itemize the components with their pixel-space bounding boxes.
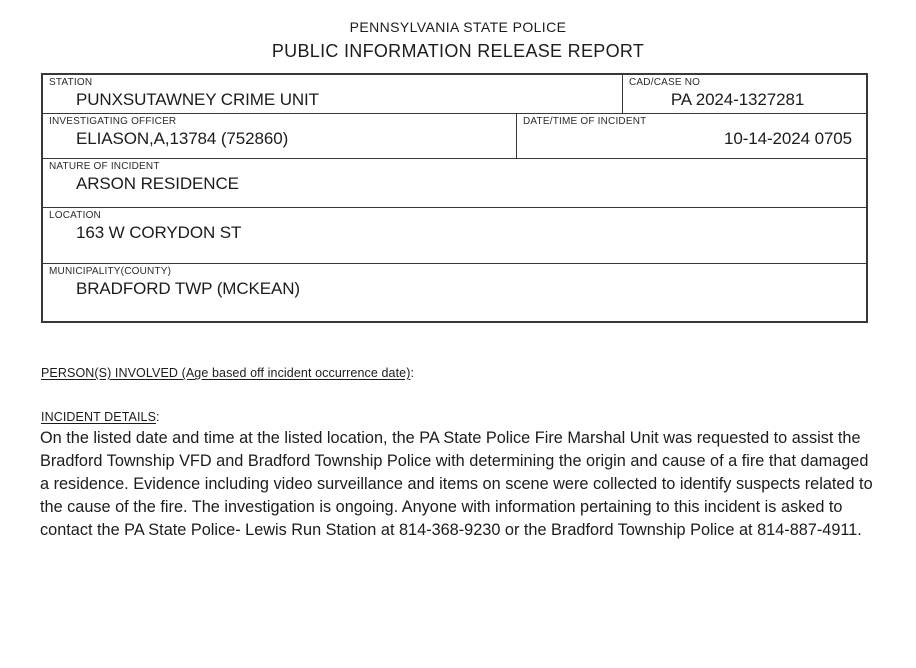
field-municipality-county-value: BRADFORD TWP (MCKEAN) <box>76 279 300 298</box>
field-location <box>43 208 866 263</box>
field-municipality-county <box>43 264 866 321</box>
field-nature-of-incident-label: NATURE OF INCIDENT <box>49 161 160 172</box>
incident-details-heading <box>41 410 160 424</box>
agency-name: PENNSYLVANIA STATE POLICE <box>349 19 567 35</box>
field-date-time-of-incident <box>516 114 866 158</box>
persons-involved-heading-colon: : <box>410 366 415 380</box>
incident-details-body: On the listed date and time at the listed location, the PA State Police Fire Marshal Unit was requested to assist the Bradford Township VFD and Bradford Township Police with determining the origin and cause of a fire that damaged a residence. Evidence including video surveillance and items on scene were collected to identify suspects related to the cause of the fire. The investigation is ongoing. Anyone with information pertaining to this incident is asked to contact the PA State Police- Lewis Run Station at 814-368-9230 or the Bradford Township Police at 814-887-4911. <box>40 429 873 539</box>
document-title: PUBLIC INFORMATION RELEASE REPORT <box>271 41 645 61</box>
field-station-value: PUNXSUTAWNEY CRIME UNIT <box>76 90 319 109</box>
field-location-label: LOCATION <box>49 210 101 221</box>
field-cad-case-no <box>622 75 866 113</box>
form-row-officer-datetime <box>43 114 866 159</box>
form-row-nature <box>43 159 866 208</box>
persons-involved-heading-text: PERSON(S) INVOLVED (Age based off incident occurrence date) <box>41 366 411 380</box>
report-form-table <box>41 73 868 323</box>
field-investigating-officer-value: ELIASON,A,13784 (752860) <box>76 129 289 148</box>
field-location-value: 163 W CORYDON ST <box>76 223 242 242</box>
field-date-time-of-incident-value: 10-14-2024 0705 <box>723 129 852 148</box>
incident-details-heading-text: INCIDENT DETAILS <box>41 410 157 424</box>
field-nature-of-incident <box>43 159 866 207</box>
document-header <box>0 19 916 62</box>
form-row-station-cad <box>43 75 866 114</box>
field-station <box>43 75 622 113</box>
field-station-label: STATION <box>49 77 93 88</box>
form-row-location <box>43 208 866 264</box>
incident-details-heading-colon: : <box>156 410 160 424</box>
field-investigating-officer-label: INVESTIGATING OFFICER <box>49 116 177 127</box>
field-date-time-of-incident-label: DATE/TIME OF INCIDENT <box>523 116 647 127</box>
form-row-municipality <box>43 264 866 321</box>
field-nature-of-incident-value: ARSON RESIDENCE <box>76 174 239 193</box>
field-investigating-officer <box>43 114 516 158</box>
field-cad-case-no-label: CAD/CASE NO <box>629 77 701 88</box>
field-municipality-county-label: MUNICIPALITY(COUNTY) <box>49 266 172 277</box>
persons-involved-heading <box>41 366 414 380</box>
field-cad-case-no-value: PA 2024-1327281 <box>670 90 805 109</box>
